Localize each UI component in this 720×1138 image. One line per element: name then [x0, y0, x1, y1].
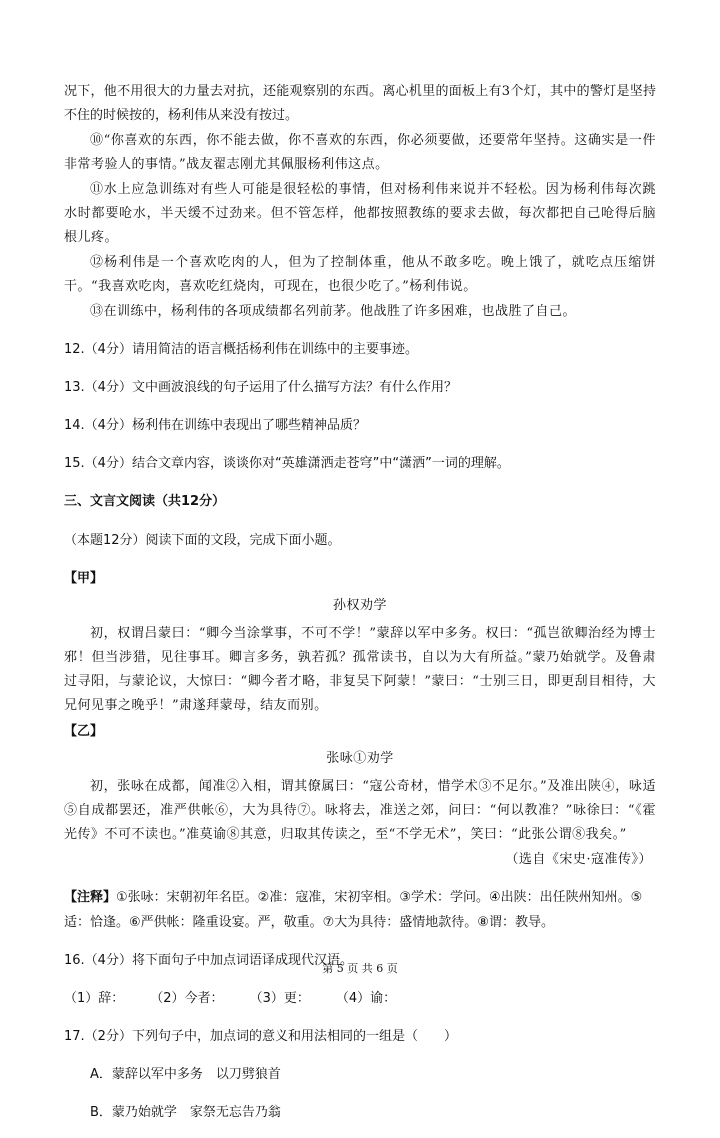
paragraph-13: ⑬在训练中，杨利伟的各项成绩都名列前茅。他战胜了许多困难，也战胜了自己。: [90, 304, 577, 319]
annotation-notes: [64, 885, 656, 935]
passage-jia-title: 孙权劝学: [332, 598, 387, 613]
passage-yi-title: 张咏①劝学: [326, 751, 394, 766]
paragraph-10: ⑩“你喜欢的东西，你不能去做，你不喜欢的东西，你必须要做，还要常年坚持。这确实是一件非常考验人的事情。”战友翟志刚尤其佩服杨利伟这点。: [64, 133, 656, 172]
blank-3: （3）更：: [249, 991, 310, 1006]
paragraph-continued: 况下，他不用很大的力量去对抗，还能观察别的东西。离心机里的面板上有3个灯，其中的警灯是坚持不住的时候按的，杨利伟从来没有按过。: [64, 84, 656, 123]
question-15: 15.（4分）结合文章内容，谈谈你对“英雄潇洒走苍穹”中“潇洒”一词的理解。: [64, 456, 510, 471]
blank-1: （1）辞：: [64, 991, 125, 1006]
page-footer: 第 5 页 共 6 页: [322, 962, 398, 975]
paragraph-12: ⑫杨利伟是一个喜欢吃肉的人，但为了控制体重，他从不敢多吃。晚上饿了，就吃点压缩饼干。“我喜欢吃肉，喜欢吃红烧肉，可现在，也很少吃了。”杨利伟说。: [64, 255, 656, 294]
notes-label: 【注释】: [64, 890, 117, 905]
page-content: [64, 80, 656, 1138]
passage-yi-tag: 【乙】: [64, 724, 104, 739]
question-14: 14.（4分）杨利伟在训练中表现出了哪些精神品质？: [64, 418, 366, 433]
question-13: 13.（4分）文中画波浪线的句子运用了什么描写方法？有什么作用？: [64, 380, 457, 395]
question-17-option-b: B．蒙乃始就学 家祭无忘告乃翁: [90, 1105, 281, 1120]
passage-jia-text: 初，权谓吕蒙曰：“卿今当涂掌事，不可不学！”蒙辞以军中多务。权曰：“孤岂欲卿治经为博士邪！但当涉猎，见往事耳。卿言多务，孰若孤？孤常读书，自以为大有所益。”蒙乃始就学。及鲁肃过寻阳，与蒙论议，大惊曰：“卿今者才略，非复吴下阿蒙！”蒙曰：“士别三日，即更刮目相待，大兄何见事之晚乎！”肃遂拜蒙母，结友而别。: [64, 626, 656, 713]
question-12: 12.（4分）请用简洁的语言概括杨利伟在训练中的主要事迹。: [64, 342, 418, 357]
passage-jia-tag: 【甲】: [64, 571, 104, 586]
section-3-intro: （本题12分）阅读下面的文段，完成下面小题。: [64, 533, 341, 548]
question-17-option-a: A．蒙辞以军中多务 以刀劈狼首: [90, 1067, 281, 1082]
question-16-blanks: [64, 986, 656, 1011]
blank-2: （2）今者：: [150, 991, 224, 1006]
passage-yi-source: （选自《宋史·寇准传》）: [505, 852, 652, 867]
question-17: 17.（2分）下列句子中，加点词的意义和用法相同的一组是（ ）: [64, 1029, 457, 1044]
question-16: 16.（4分）将下面句子中加点词语译成现代汉语。: [64, 953, 353, 968]
notes-text: ①张咏：宋朝初年名臣。②准：寇准，宋初宰相。③学术：学问。④出陕：出任陕州知州。⑤适：恰逢。⑥严供帐：隆重设宴。严，敬重。⑦大为具待：盛情地款待。⑧谓：教导。: [64, 890, 643, 930]
blank-4: （4）谕：: [335, 991, 397, 1006]
section-3-heading: 三、文言文阅读（共12分）: [64, 494, 226, 509]
passage-yi-text: 初，张咏在成都，闻准②入相，谓其僚属曰：“寇公奇材，惜学术③不足尔。”及准出陕④，咏适⑤自成都罢还，准严供帐⑥，大为具待⑦。咏将去，准送之郊，问曰：“何以教准？”咏徐曰：“《霍光传》不可不读也。”准莫谕⑧其意，归取其传读之，至“不学无术”，笑曰：“此张公谓⑧我矣。”: [64, 779, 656, 842]
paragraph-11: ⑪水上应急训练对有些人可能是很轻松的事情，但对杨利伟来说并不轻松。因为杨利伟每次跳水时都要呛水，半天缓不过劲来。但不管怎样，他都按照教练的要求去做，每次都把自己呛得后脑根儿疼。: [64, 182, 656, 245]
